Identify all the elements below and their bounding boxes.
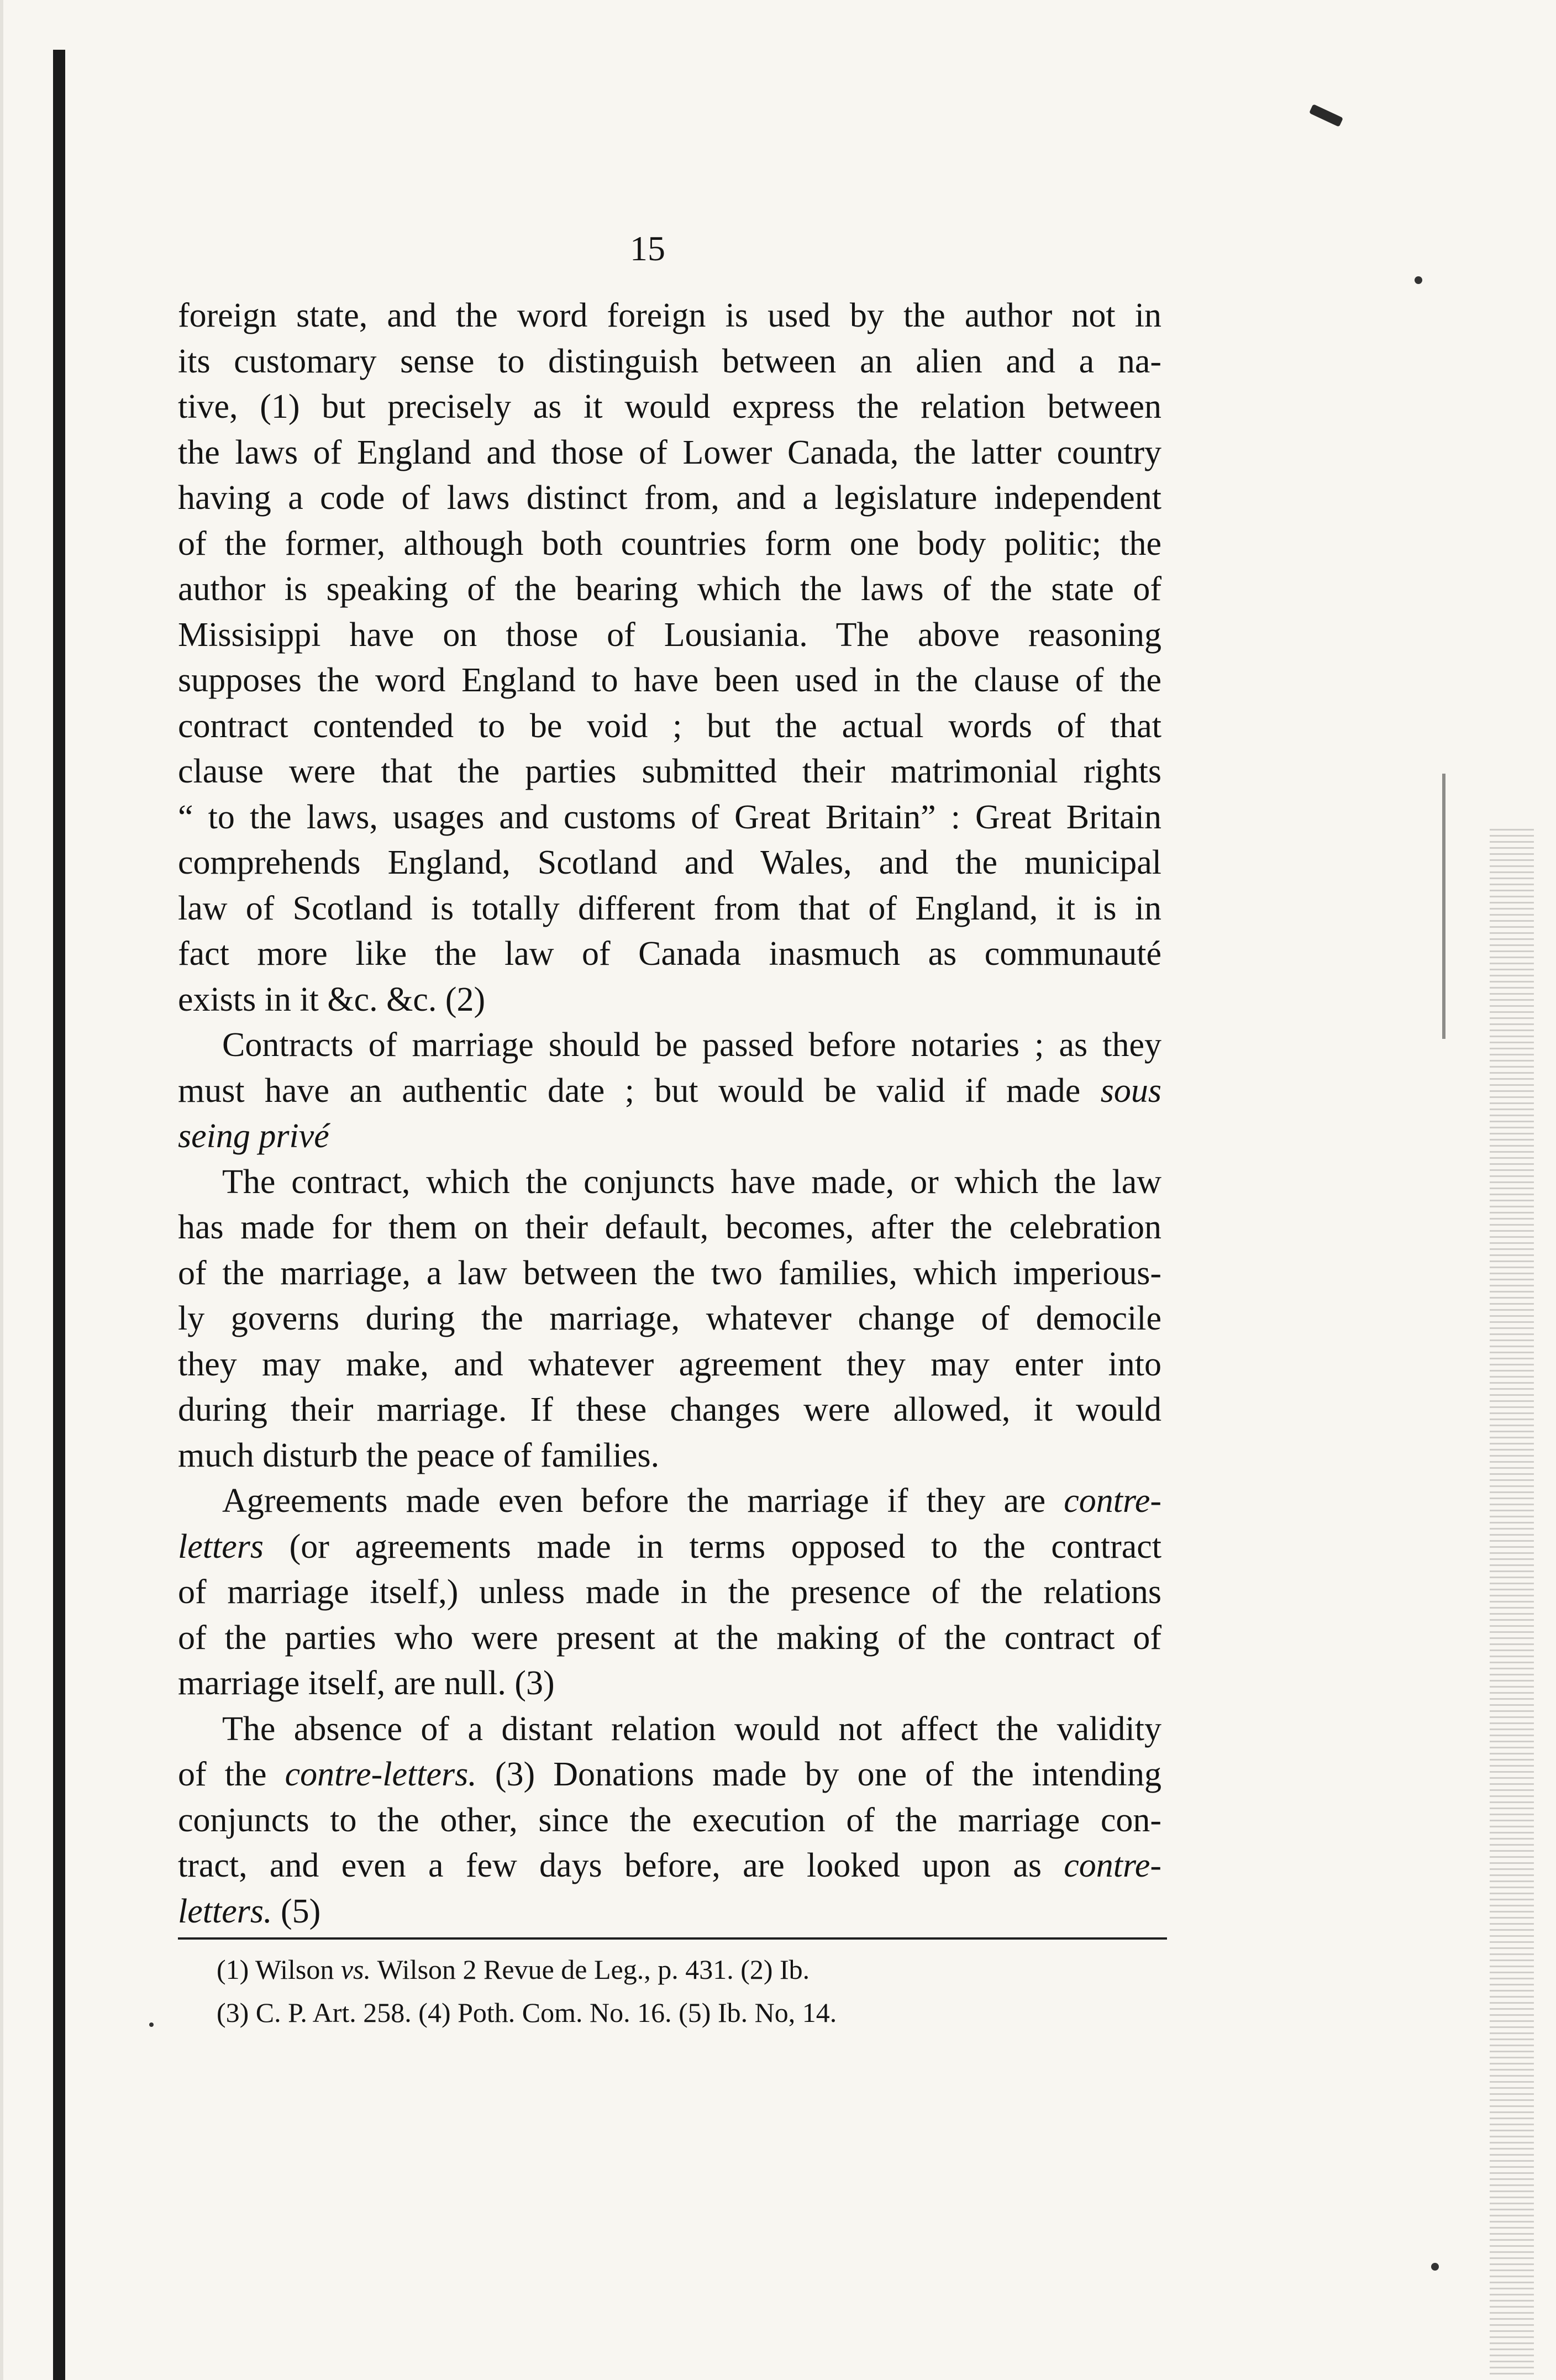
paragraph-4 [178, 1478, 1161, 1706]
text-line: having a code of laws distinct from, and a legislature independent [178, 479, 1161, 517]
text-line: The contract, which the conjuncts have made, or which the law [222, 1163, 1161, 1201]
text-line: the laws of England and those of Lower Canada, the latter country [178, 433, 1161, 471]
text-line: clause were that the parties submitted their matrimonial rights [178, 753, 1161, 790]
text-line: comprehends England, Scotland and Wales, and the municipal [178, 844, 1161, 881]
text-line: much disturb the peace of families. [178, 1436, 660, 1474]
text-line: Contracts of marriage should be passed before notaries ; as they [222, 1026, 1161, 1064]
text-line: contract contended to be void ; but the actual words of that [178, 707, 1161, 745]
text-line [178, 1068, 1161, 1114]
text-line: marriage itself, are null. (3) [178, 1664, 555, 1702]
text-run: tract, and even a few days before, are looked upon as [178, 1847, 1064, 1884]
text-run: of the [178, 1756, 285, 1793]
text-line: foreign state, and the word foreign is used by the author not in [178, 297, 1161, 334]
italic-text: letters [178, 1527, 264, 1565]
text-run: must have an authentic date ; but would be valid if made [178, 1071, 1101, 1110]
italic-text: sous [1100, 1071, 1161, 1110]
binding-shadow [53, 50, 65, 2380]
paragraph-2 [178, 1022, 1161, 1159]
text-line: exists in it &c. &c. (2) [178, 980, 486, 1018]
text-line: tive, (1) but precisely as it would express the relation between [178, 388, 1161, 425]
text-line [178, 1889, 1161, 1935]
footnote-divider [178, 1937, 1167, 1940]
page-number: 15 [630, 229, 665, 268]
text-line: of the parties who were present at the making of the contract of [178, 1619, 1161, 1657]
italic-text: vs. [340, 1954, 371, 1985]
text-run: (or agreements made in terms opposed to the contract [263, 1527, 1161, 1565]
text-line: during their marriage. If these changes were allowed, it would [178, 1391, 1161, 1428]
ink-dot [149, 2022, 154, 2027]
text-line: of marriage itself,) unless made in the presence of the relations [178, 1573, 1161, 1611]
text-run: (1) Wilson [217, 1954, 341, 1985]
text-line: its customary sense to distinguish between an alien and a na- [178, 342, 1161, 380]
text-line: “ to the laws, usages and customs of Great Britain” : Great Britain [178, 798, 1161, 836]
text-line: The absence of a distant relation would not affect the validity [222, 1710, 1161, 1748]
italic-text: letters. [178, 1892, 272, 1930]
text-line: supposes the word England to have been used in the clause of the [178, 661, 1161, 699]
text-line: has made for them on their default, becomes, after the celebration [178, 1209, 1161, 1246]
footnote-line [217, 1948, 1167, 1991]
text-line [178, 1524, 1161, 1570]
italic-text: contre- [1064, 1482, 1161, 1520]
text-run: Agreements made even before the marriage if they are [222, 1482, 1064, 1520]
text-line: of the former, although both countries form one body politic; the [178, 524, 1161, 563]
footnote-line: (3) C. P. Art. 258. (4) Poth. Com. No. 16. (5) Ib. No, 14. [217, 1997, 837, 2028]
ink-mark [1309, 104, 1343, 127]
footnotes [217, 1948, 1167, 2034]
text-run: (3) Donations made by one of the intending [476, 1756, 1161, 1793]
text-line: they may make, and whatever agreement they may enter into [178, 1345, 1161, 1383]
paragraph-1 [178, 293, 1161, 1022]
italic-text: contre- [1064, 1847, 1161, 1884]
italic-text: seing privé [178, 1117, 329, 1155]
body-text [178, 293, 1161, 1934]
text-line: Missisippi have on those of Lousiania. The above reasoning [178, 616, 1161, 654]
text-line: conjuncts to the other, since the execution of the marriage con- [178, 1801, 1161, 1839]
text-line [178, 1113, 1161, 1159]
italic-text: contre-letters. [285, 1756, 477, 1793]
ink-dot [1415, 276, 1422, 284]
ink-dot [1431, 2263, 1439, 2271]
text-line: ly governs during the marriage, whatever change of democile [178, 1300, 1161, 1337]
text-run: Wilson 2 Revue de Leg., p. 431. (2) Ib. [371, 1954, 810, 1985]
text-line: author is speaking of the bearing which the laws of the state of [178, 570, 1161, 608]
text-line [178, 1752, 1161, 1798]
text-line: fact more like the law of Canada inasmuch as communauté [178, 935, 1161, 973]
text-line [178, 1843, 1161, 1889]
scan-noise-line [1442, 774, 1462, 1039]
scan-noise [1490, 829, 1534, 2376]
paragraph-5 [178, 1706, 1161, 1935]
text-line: law of Scotland is totally different from that of England, it is in [178, 889, 1161, 927]
text-line: of the marriage, a law between the two families, which imperious- [178, 1254, 1161, 1292]
text-run: (5) [272, 1892, 321, 1930]
paragraph-3 [178, 1159, 1161, 1479]
page-edge [0, 0, 3, 2380]
text-line [178, 1478, 1161, 1524]
